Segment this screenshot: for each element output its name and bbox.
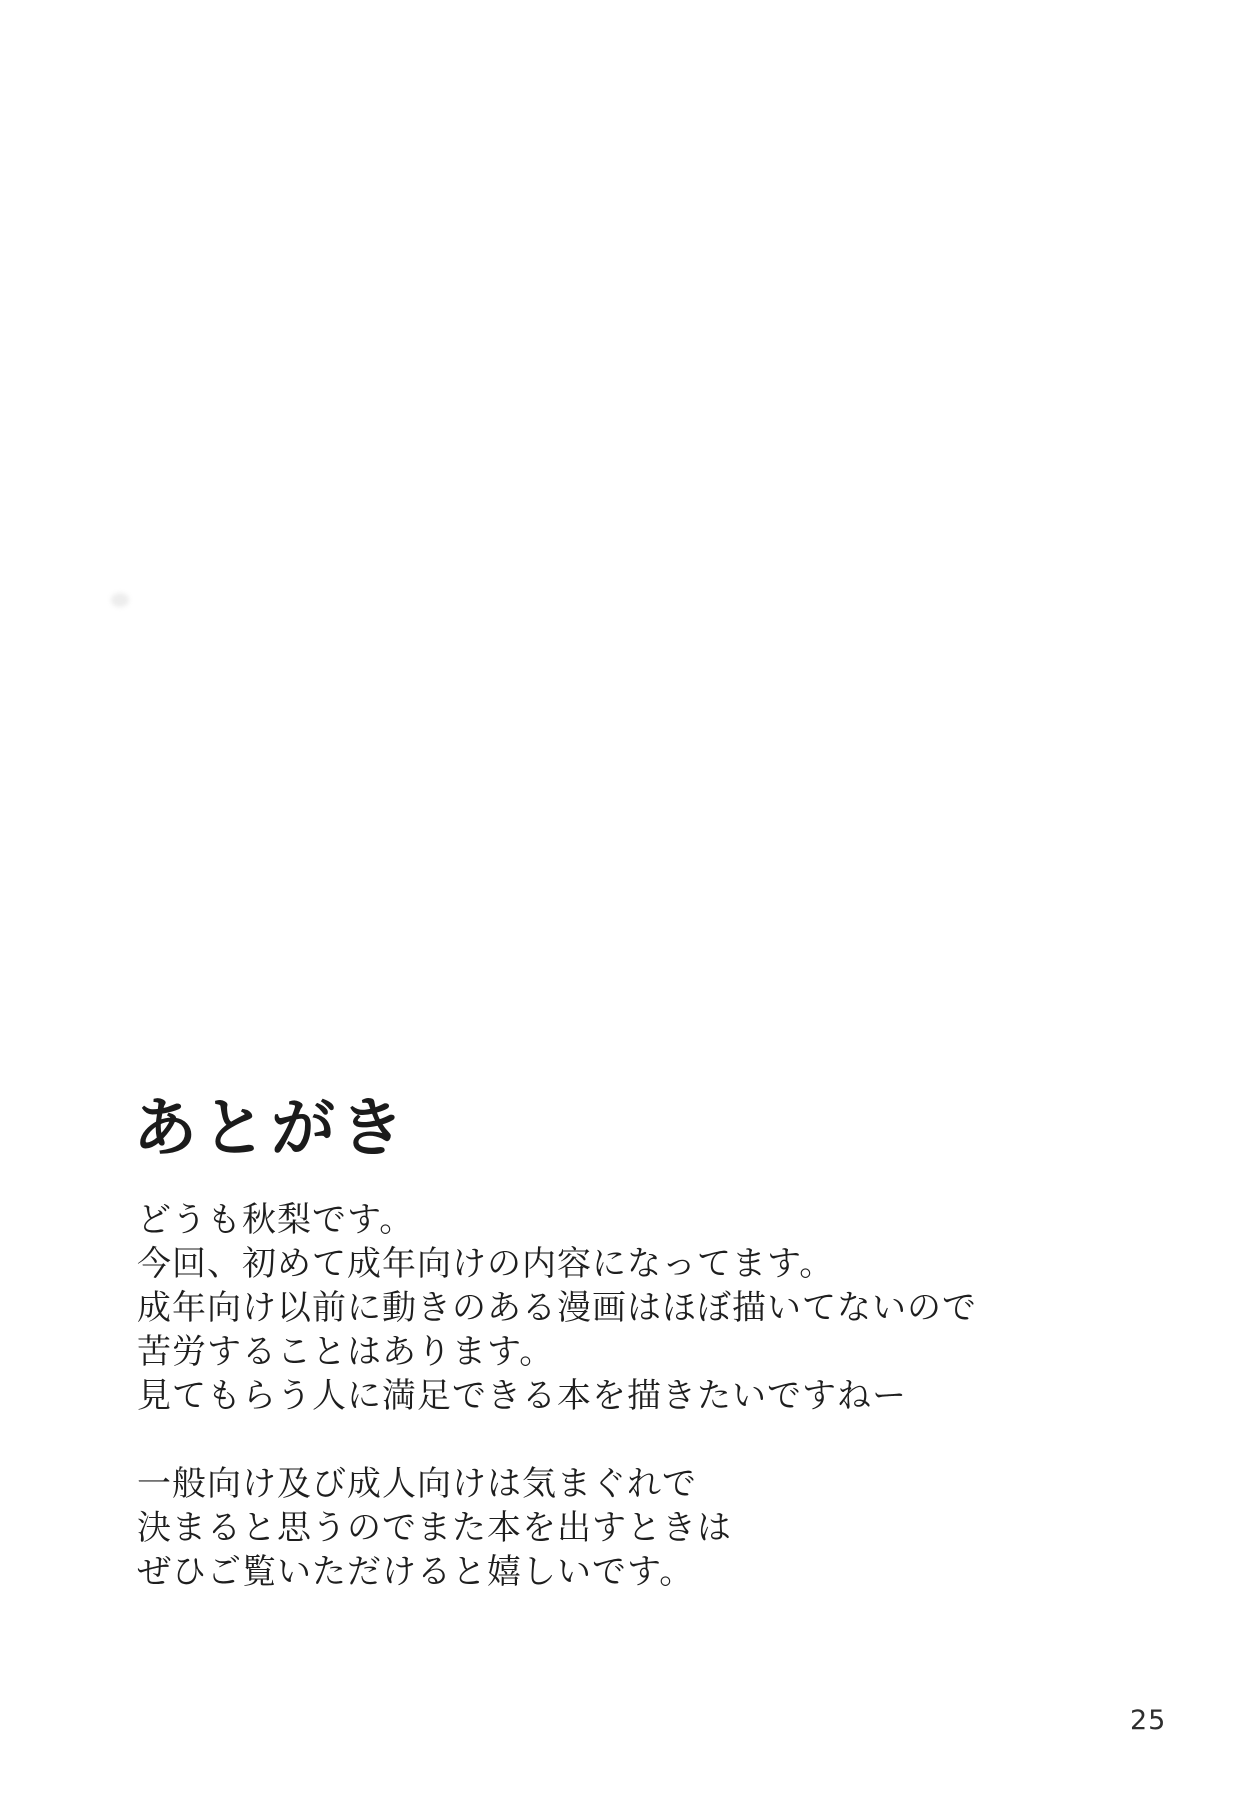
scan-smudge-artifact: [111, 593, 129, 607]
body-line: 決まると思うのでまた本を出すときは: [137, 1508, 732, 1548]
afterword-body: [137, 1198, 977, 1594]
body-line: どうも秋梨です。: [137, 1200, 415, 1240]
afterword-paragraph-2: [137, 1462, 977, 1594]
body-line: 今回、初めて成年向けの内容になってます。: [137, 1244, 835, 1284]
afterword-title: あとがき: [133, 1092, 409, 1166]
body-line: ぜひご覧いただけると嬉しいです。: [137, 1552, 695, 1592]
page-number: 25: [1130, 1705, 1167, 1736]
afterword-paragraph-1: [137, 1198, 977, 1418]
body-line: 成年向け以前に動きのある漫画はほぼ描いてないので: [137, 1288, 977, 1328]
body-line: 一般向け及び成人向けは気まぐれで: [137, 1464, 697, 1504]
body-line: 苦労することはあります。: [137, 1332, 555, 1372]
body-line: 見てもらう人に満足できる本を描きたいですねー: [137, 1376, 907, 1416]
